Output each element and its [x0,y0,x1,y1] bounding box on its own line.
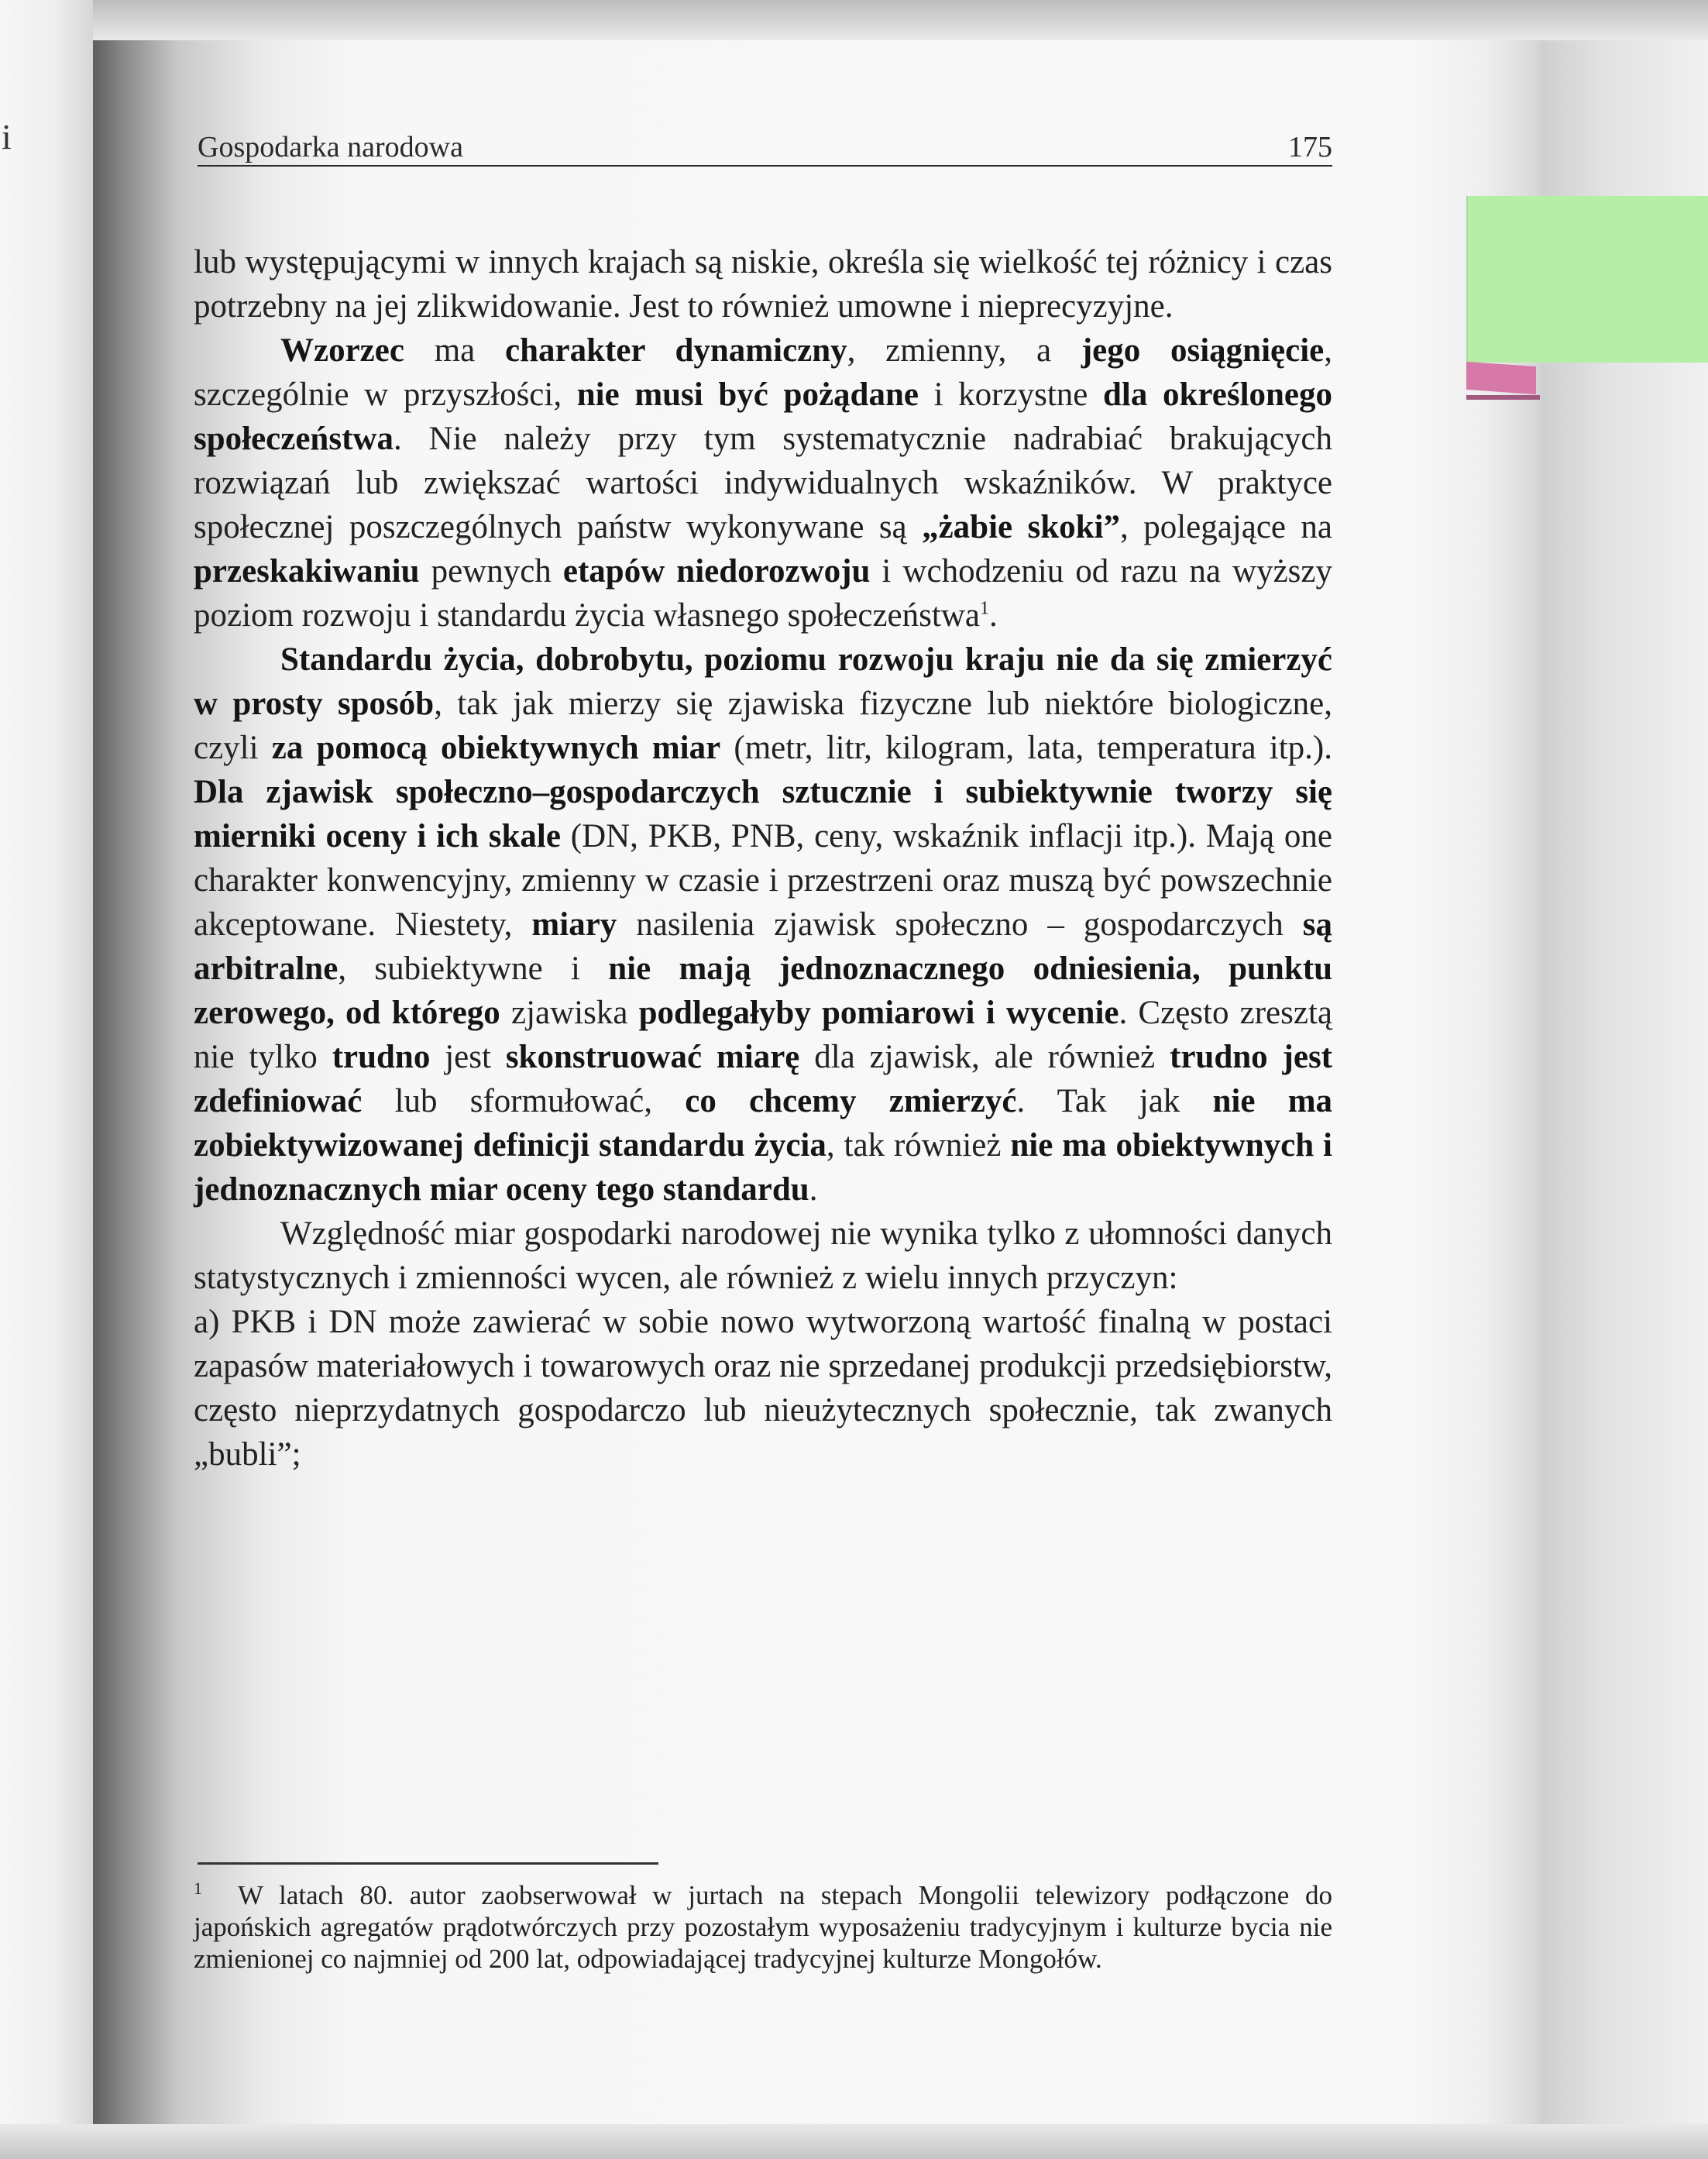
text-run: i wchodzeniu od razu na wyższy poziom rozwoju i standardu życia własnego społeczeństwa [194,553,1332,634]
text-run: . Nie należy przy tym systematycznie nadrabiać brakujących rozwiązań lub zwiększać wartości indywidualnych wskaźników. W praktyce społecznej poszczególnych państw wykonywane są [194,421,1332,545]
footnote-text: W latach 80. autor zaobserwował w jurtach na stepach Mongolii telewizory podłączone do japońskich agregatów prądotwórczych przy pozostałym wyposażeniu tradycyjnym i kulturze bycia nie zmienionej co najmniej od 200 lat, odpowiadającej tradycyjnej kulturze Mongołów. [194,1880,1332,1974]
text-run: , zmienny, a [847,332,1081,369]
bold-phrase: co chcemy zmierzyć [685,1083,1017,1119]
text-run: . Często zresztą nie tylko [194,995,1332,1075]
text-run: pewnych [419,553,563,590]
bold-phrase: miary [531,906,617,943]
footnote-reference: 1 [979,598,989,619]
scanner-top-edge [0,0,1708,40]
scanner-bottom-edge [0,2124,1708,2159]
bold-phrase: jego osiągnięcie [1081,332,1325,369]
bold-phrase: nie mają jednoznacznego odniesienia, punktu zerowego, od którego [194,951,1332,1031]
text-run: , szczególnie w przyszłości, [194,332,1332,413]
paragraph-1: lub występującymi w innych krajach są niskie, określa się wielkość tej różnicy i czas potrzebny na jej zlikwidowanie. Jest to również umowne i nieprecyzyjne. [194,244,1332,325]
bold-phrase: nie musi być pożądane [576,376,919,413]
main-text [194,240,1332,1477]
text-run: (metr, litr, kilogram, lata, temperatura itp.). [720,730,1332,766]
footnote-separator [198,1862,658,1865]
footnote-mark: 1 [194,1879,202,1899]
text-run: . [988,597,998,634]
bold-phrase: podlegałyby pomiarowi i wycenie [638,995,1119,1031]
header-rule [198,165,1332,167]
bold-phrase: Standardu życia, dobrobytu, poziomu rozwoju kraju nie da się zmierzyć w prosty sposób [194,641,1332,722]
text-run: (DN, PKB, PNB, ceny, wskaźnik inflacji itp.). Mają one charakter konwencyjny, zmienny w czasie i przestrzeni oraz muszą być powszechnie akceptowane. Niestety, [194,818,1332,943]
bold-phrase: skonstruować miarę [505,1039,800,1075]
pink-sticky-tab-edge [1466,395,1540,400]
bold-phrase: „żabie skoki” [922,509,1121,545]
paragraph-3 [194,638,1332,1212]
text-run: . [809,1171,818,1208]
list-item-a: a) PKB i DN może zawierać w sobie nowo wytworzoną wartość finalną w postaci zapasów materiałowych i towarowych oraz nie sprzedanej produkcji przedsiębiorstw, często nieprzydatnych gospodarczo lub nieużytecznych społecznie, tak zwanych „bubli”; [194,1304,1332,1473]
bold-phrase: trudno jest zdefiniować [194,1039,1332,1119]
text-run: dla zjawisk, ale również [799,1039,1170,1075]
bold-phrase: za pomocą obiektywnych miar [271,730,721,766]
bold-phrase: trudno [332,1039,431,1075]
bold-phrase: nie ma zobiektywizowanej definicji standardu życia [194,1083,1333,1164]
text-run: i korzystne [918,376,1104,413]
bold-phrase: Wzorzec [280,332,404,369]
footnote [194,1879,1332,1975]
text-run: . Tak jak [1016,1083,1213,1119]
text-run: lub sformułować, [362,1083,686,1119]
bold-phrase: dla określonego społeczeństwa [194,376,1333,457]
pink-sticky-tab [1466,362,1536,394]
green-sticky-tab [1466,196,1708,363]
paragraph-2 [194,328,1332,638]
text-run: zjawiska [500,995,639,1031]
bold-phrase: są arbitralne [194,906,1332,987]
running-header [198,130,1332,166]
bold-phrase: przeskakiwaniu [194,553,420,590]
bold-phrase: Dla zjawisk społeczno–gospodarczych sztucznie i subiektywnie tworzy się mierniki oceny i ich skale [194,774,1332,854]
paragraph-4: Względność miar gospodarki narodowej nie wynika tylko z ułomności danych statystycznych i zmienności wycen, ale również z wielu innych przyczyn: [194,1215,1332,1296]
previous-page-stray-letter: i [2,117,12,156]
bold-phrase: nie ma obiektywnych i jednoznacznych miar oceny tego standardu [194,1127,1332,1208]
running-header-title: Gospodarka narodowa [198,131,463,163]
previous-page-margin [0,0,93,2159]
footnote-paragraph [194,1879,1332,1975]
text-run: , polegające na [1120,509,1333,545]
page-number: 175 [1288,131,1332,163]
text-run: nasilenia zjawisk społeczno – gospodarczych [617,906,1303,943]
text-run: , tak jak mierzy się zjawiska fizyczne lub niektóre biologiczne, czyli [194,686,1333,766]
text-run: , subiektywne i [338,951,609,987]
text-run: ma [404,332,505,369]
text-run: jest [430,1039,506,1075]
bold-phrase: charakter dynamiczny [505,332,847,369]
text-run: , tak również [826,1127,1011,1164]
bold-phrase: etapów niedorozwoju [562,553,871,590]
